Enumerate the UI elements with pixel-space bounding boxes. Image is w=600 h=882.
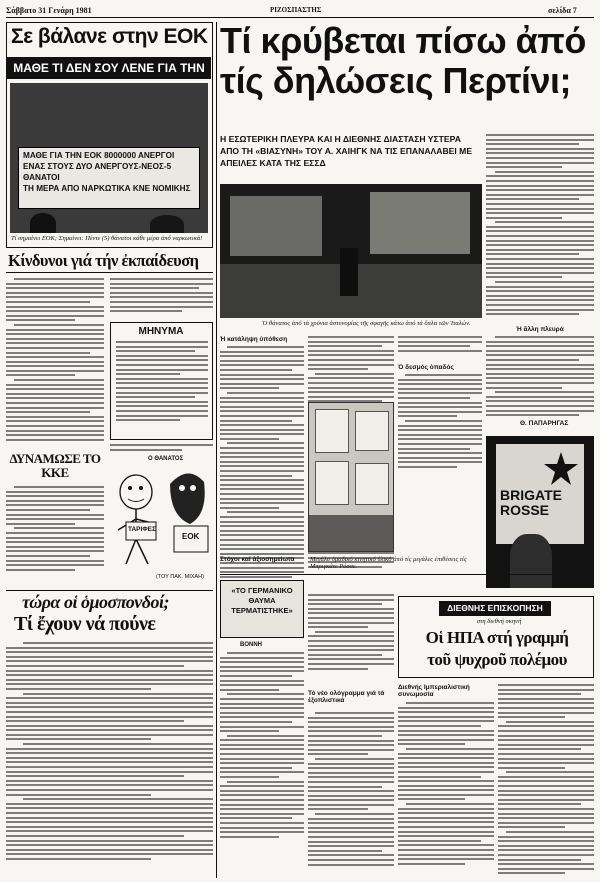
star-icon (542, 450, 580, 488)
main-headline-line-1: Τί κρύβεται πίσω ἀπό (220, 20, 586, 61)
kke-column-text (6, 486, 104, 578)
right-col-text (486, 134, 594, 326)
protest-placard (18, 147, 200, 209)
eok-photo-caption: Τί σημαίνει ΕΟΚ; Σημαίνει: Πέντε (5) θάνατοι κάθε μέρα ἀπό ναρκωτικά! (11, 235, 203, 242)
section-rule (6, 272, 213, 273)
eok-feature-box (6, 22, 213, 248)
education-headline: Κίνδυνοι γιά τήν ἐκπαίδευση (8, 251, 199, 270)
education-col-1 (6, 278, 104, 448)
federations-headline-2: Τί ἔχουν νά πούνε (14, 613, 156, 635)
german-miracle-body (220, 652, 304, 878)
usa-col-3 (498, 684, 594, 878)
newspaper-name: ΡΙΖΟΣΠΑΣΤΗΣ (270, 6, 322, 14)
main-col-1 (220, 336, 304, 608)
placard-line: ΜΑΘΕ ΓΙΑ ΤΗΝ ΕΟΚ 8000000 ΑΝΕΡΓΟΙ (23, 151, 175, 160)
eok-black-bar: ΜΑΘΕ ΤΙ ΔΕΝ ΣΟΥ ΛΕΝΕ ΓΙΑ ΤΗΝ (7, 57, 211, 79)
banner-text: BRIGATE ROSSE (500, 487, 562, 518)
international-review-kicker: ΔΙΕΘΝΗΣ ΕΠΙΣΚΟΠΗΣΗ (439, 601, 551, 616)
usa-headline-2: τοῦ ψυχροῦ πολέμου (427, 650, 567, 669)
main-subhead: Ἡ κατάληψη ὑπόθεση (220, 336, 288, 343)
strengthen-kke-headline: ΔΥΝΑΜΩΣΕ ΤΟ ΚΚΕ (9, 451, 101, 480)
placard-line: ΤΗ ΜΕΡΑ ΑΠΟ ΝΑΡΚΩΤΙΚΑ ΚΝΕ ΝΟΜΙΚΗΣ (23, 184, 191, 194)
cartoon-label: Ο ΘΑΝΑΤΟΣ (148, 456, 184, 462)
column-divider (216, 22, 217, 878)
photo-banner (496, 444, 584, 544)
main-photo-1-caption: Ὁ θάνατος ἀπό τά χρόνια ἀστυνομίας τῆς σφαγῆς κάτω ἀπό τά ὅπλα τῶν Ἰταλών. (262, 320, 471, 327)
usa-headline-1: Οἱ ΗΠΑ στή γραμμή (425, 628, 569, 647)
photo-poster (355, 463, 389, 505)
german-miracle-box (220, 580, 304, 638)
federations-headline: τώρα οἱ ὁμοσπονδοί; (22, 592, 169, 612)
german-miracle-title: «ΤΟ ΓΕΡΜΑΝΙΚΟ ΘΑΥΜΑ ΤΕΡΜΑΤΙΣΤΗΚΕ» (231, 586, 293, 615)
photo-vehicle (370, 192, 470, 254)
main-photo-2 (308, 402, 394, 552)
section-rule (220, 574, 594, 575)
german-miracle-dateline: ΒΟΝΝΗ (240, 642, 262, 648)
main-subhead-3: Στόχοι καί ἀξιοσημείωτα (220, 556, 295, 563)
section-rule (6, 590, 213, 591)
cartoon-drawing (108, 464, 213, 570)
usa-subhead-2: Τό νέο ολόγραμμα γιά τά ἐξοπλιστικά (308, 690, 385, 704)
cartoon-credit: (ΤΟΥ ΠΑΚ. ΜΙΧΑΗ) (156, 574, 204, 580)
main-col-3-top (398, 336, 482, 362)
main-continued-text (308, 594, 394, 684)
eok-kicker: Σε βάλανε στην ΕΟΚ (11, 25, 208, 48)
photo-vehicle (230, 196, 322, 256)
right-col-text-2 (486, 336, 594, 416)
main-photo-2-caption: Μεγάλο ὁμαδικό κινητικό ὑλικό ἀπό τίς μεγάλες ἐπιθέσεις τίς Μπριγκάτε Ρόσσε. (310, 556, 467, 571)
photo-poster (315, 409, 349, 453)
photo-poster (315, 461, 349, 505)
figure-silhouette (30, 213, 56, 233)
main-deck: Η ΕΣΩΤΕΡΙΚΗ ΠΛΕΥΡΑ ΚΑΙ Η ΔΙΕΘΝΗΣ ΔΙΑΣΤΑΣΗ ΥΣΤΕΡΑ ΑΠΟ ΤΗ «ΒΙΑΣΥΝΗ» ΤΟΥ Α. ΧΑΙΗΓΚ ΝΑ ΤΙΣ ΕΠΑΝΑΛΑΒΕΙ ΜΕ ΑΠΕΙΛΕΣ ΚΑΤΑ ΤΗΣ ΕΣΣΔ (220, 134, 473, 169)
main-col-3 (398, 374, 482, 480)
brigate-rosse-photo (486, 436, 594, 588)
photo-figure (340, 248, 358, 296)
right-col-subhead: Ἡ ἄλλη πλευρά (516, 326, 564, 333)
usa-subhead-1: Διεθνής Ιμπεριαλιστική συνωμοσία (398, 684, 470, 698)
education-col-2-bottom (110, 444, 213, 454)
cartoon-panel (108, 456, 213, 584)
message-box-title: ΜΗΝΥΜΑ (138, 326, 184, 337)
usa-story-headline-box (398, 596, 594, 678)
eok-photo (10, 83, 208, 233)
cartoon-sign: ΕΟΚ (182, 532, 200, 541)
message-box-text (116, 341, 208, 436)
byline: Θ. ΠΑΠΑΡΗΓΑΣ (520, 420, 569, 427)
masthead-rule (6, 17, 594, 18)
page-date: Σάββατο 31 Γενάρη 1981 (6, 6, 92, 15)
main-headline-line-2: τίς δηλώσεις Περτίνι; (220, 60, 571, 101)
main-subhead-2: Ὁ δεσμός ὁπαδός (398, 364, 454, 371)
usa-col-2 (398, 702, 494, 878)
photo-poster (355, 411, 389, 451)
photo-floor (309, 515, 394, 552)
cartoon-sign: ΤΑΡΙΦΕΣ (128, 526, 156, 533)
figure-silhouette (150, 215, 184, 233)
international-review-sub: στη διεθνή σκηνή (476, 618, 522, 625)
message-box (110, 322, 213, 440)
education-col-2-top (110, 278, 213, 320)
main-photo-1 (220, 184, 482, 318)
usa-col-1 (308, 712, 394, 878)
placard-line: ΕΝΑΣ ΣΤΟΥΣ ΔΥΟ ΑΝΕΡΓΟΥΣ-ΝΕΟΣ-5 ΘΑΝΑΤΟΙ (23, 162, 172, 183)
federations-body (6, 642, 213, 878)
page-number: σελίδα 7 (548, 6, 577, 15)
photo-figure (510, 534, 552, 588)
